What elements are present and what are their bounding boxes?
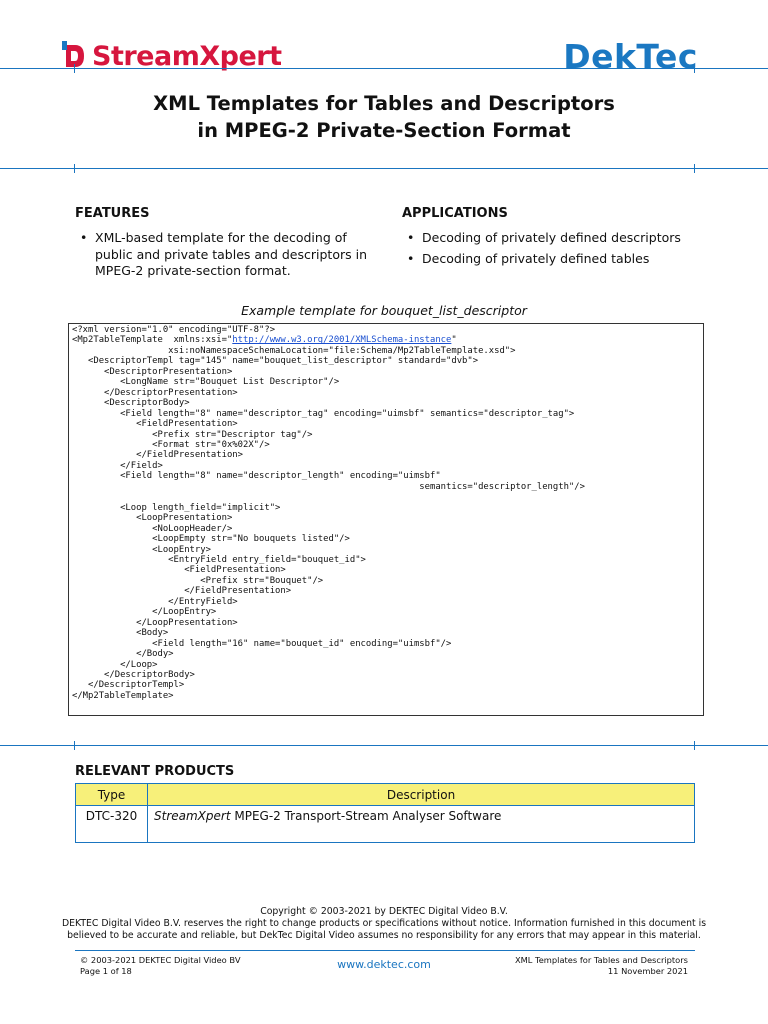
product-name: StreamXpert bbox=[154, 809, 231, 823]
footer-copyright: © 2003-2021 DEKTEC Digital Video BV bbox=[80, 955, 241, 965]
products-rule bbox=[0, 745, 768, 746]
column-header-type: Type bbox=[76, 784, 148, 806]
page-number: Page 1 of 18 bbox=[80, 966, 132, 976]
footer-rule bbox=[75, 950, 695, 951]
product-description-cell bbox=[148, 806, 695, 843]
footer-right bbox=[515, 955, 688, 977]
schema-link[interactable]: http://www.w3.org/2001/XMLSchema-instance bbox=[232, 335, 452, 346]
disclaimer-line: DEKTEC Digital Video B.V. reserves the right to change products or specifications without notice. Information furnished in this document is bbox=[61, 918, 707, 930]
copyright-notice bbox=[0, 906, 768, 943]
dektec-logo: DekTec bbox=[563, 37, 698, 76]
features-item: • XML-based template for the decoding of public and private tables and descriptors in MPEG-2 private-section format. bbox=[75, 230, 375, 280]
top-rule bbox=[0, 68, 768, 69]
applications-item: • Decoding of privately defined descriptors bbox=[402, 230, 702, 247]
title-line-1: XML Templates for Tables and Descriptors bbox=[153, 92, 615, 115]
title-line-2: in MPEG-2 Private-Section Format bbox=[197, 119, 571, 142]
features-list bbox=[75, 230, 375, 280]
applications-item: • Decoding of privately defined tables bbox=[402, 251, 702, 268]
applications-heading: APPLICATIONS bbox=[402, 206, 508, 221]
disclaimer-line: believed to be accurate and reliable, but DekTec Digital Video assumes no responsibility for any errors that may appear in this material. bbox=[67, 930, 701, 942]
footer-date: 11 November 2021 bbox=[607, 966, 688, 976]
rule-tick bbox=[74, 164, 75, 173]
streamxpert-logo-text: StreamXpert bbox=[92, 40, 282, 72]
product-type-cell: DTC-320 bbox=[76, 806, 148, 843]
copyright-line: Copyright © 2003-2021 by DEKTEC Digital Video B.V. bbox=[260, 906, 508, 917]
rule-tick bbox=[694, 64, 695, 73]
applications-list bbox=[402, 230, 702, 267]
products-heading: RELEVANT PRODUCTS bbox=[75, 764, 235, 779]
rule-tick bbox=[694, 164, 695, 173]
streamxpert-logo-mark-icon bbox=[62, 41, 88, 71]
rule-tick bbox=[74, 64, 75, 73]
code-text: <?xml version="1.0" encoding="UTF-8"?> <Mp2TableTemplate xmlns:xsi=" bbox=[72, 325, 276, 346]
title-rule bbox=[0, 168, 768, 169]
column-header-description: Description bbox=[148, 784, 695, 806]
table-header-row bbox=[76, 784, 695, 806]
features-heading: FEATURES bbox=[75, 206, 150, 221]
product-description: MPEG-2 Transport-Stream Analyser Software bbox=[230, 809, 502, 823]
rule-tick bbox=[74, 741, 75, 750]
products-table bbox=[75, 783, 695, 843]
features-section bbox=[75, 206, 375, 284]
document-title bbox=[0, 90, 768, 144]
table-row bbox=[76, 806, 695, 843]
rule-tick bbox=[694, 741, 695, 750]
xml-code-listing bbox=[72, 325, 585, 701]
code-text: " xsi:noNamespaceSchemaLocation="file:Schema/Mp2TableTemplate.xsd"> <DescriptorTempl tag="145" name="bouquet_list_descriptor" standard="dvb"> <DescriptorPresentation> <LongName str="Bouquet List Descriptor"/> </DescriptorPresentation> <DescriptorBody> <Field length="8" name="descriptor_tag" encoding="uimsbf" semantics="descriptor_tag"> <FieldPresentation> <Prefix str="Descriptor tag"/> <Format str="0x%02X"/> </FieldPresentation> </Field> <Field length="8" name="descriptor_length" encoding="uimsbf" semantics="descriptor_length"/> <Loop length_field="implicit"> <LoopPresentation> <NoLoopHeader/> <LoopEmpty str="No bouquets listed"/> <LoopEntry> <EntryField entry_field="bouquet_id"> <FieldPresentation> <Prefix str="Bouquet"/> </FieldPresentation> </EntryField> </LoopEntry> </LoopPresentation> <Body> <Field length="16" name="bouquet_id" encoding="uimsbf"/> </Body> </Loop> </DescriptorBody> </DescriptorTempl> </Mp2TableTemplate> bbox=[72, 335, 585, 701]
applications-section bbox=[402, 206, 702, 271]
example-caption: Example template for bouquet_list_descriptor bbox=[241, 303, 527, 318]
footer-doc-title: XML Templates for Tables and Descriptors bbox=[514, 955, 688, 965]
website-link[interactable]: www.dektec.com bbox=[337, 958, 431, 971]
